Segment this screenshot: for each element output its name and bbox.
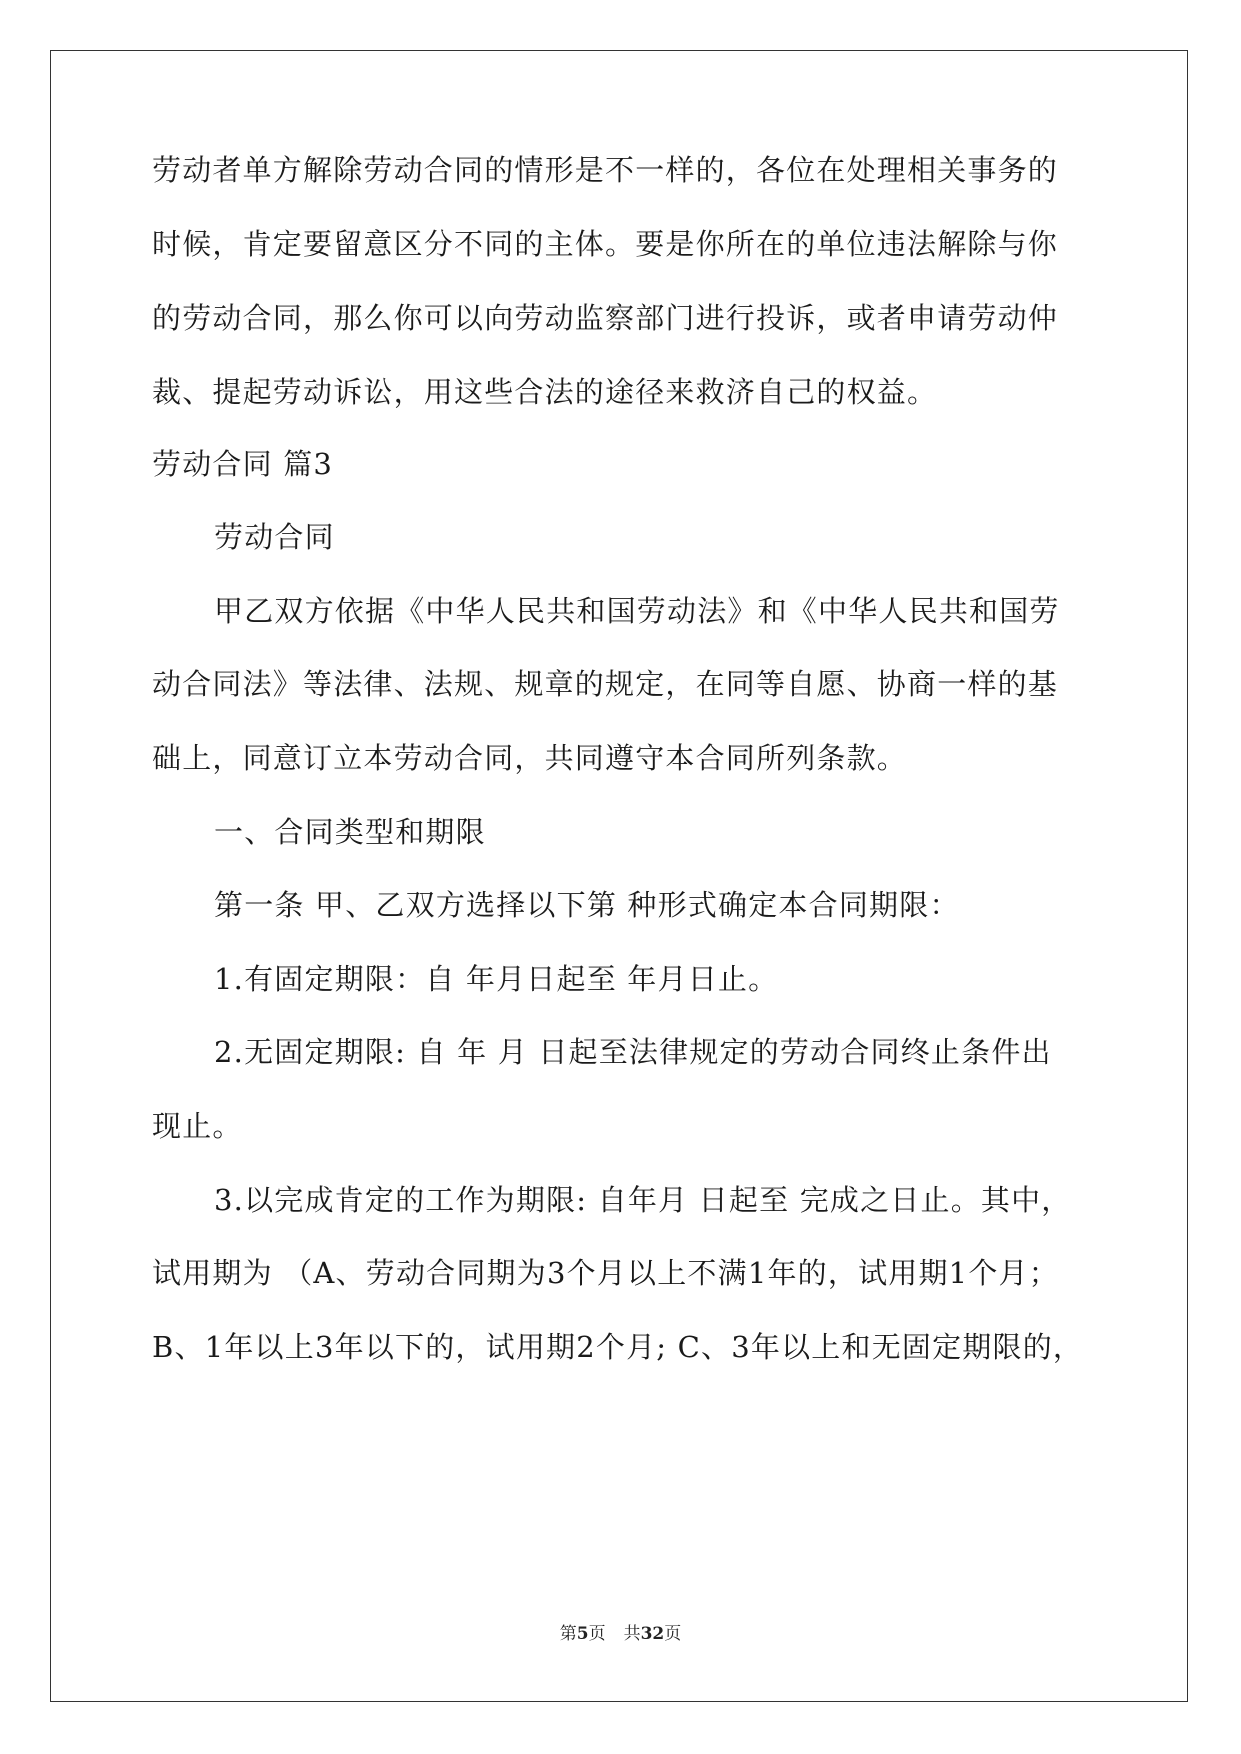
text-line: 劳动者单方解除劳动合同的情形是不一样的，各位在处理相关事务的 [152, 153, 1059, 187]
text-line: 1.有固定期限：自 年月日起至 年月日止。 [214, 962, 779, 996]
text-line: 甲乙双方依据《中华人民共和国劳动法》和《中华人民共和国劳 [214, 594, 1060, 628]
text-line: 时候，肯定要留意区分不同的主体。要是你所在的单位违法解除与你 [152, 227, 1059, 261]
page-footer [0, 1623, 1241, 1645]
text-line: B、1年以上3年以下的，试用期2个月; C、3年以上和无固定期限的， [152, 1330, 1084, 1364]
total-suffix: 页 [664, 1624, 682, 1644]
text-line: 的劳动合同，那么你可以向劳动监察部门进行投诉，或者申请劳动仲 [152, 301, 1059, 335]
contract-title: 劳动合同 [214, 520, 335, 554]
page-border [50, 50, 1188, 1702]
total-prefix: 共 [623, 1624, 641, 1644]
text-line: 裁、提起劳动诉讼，用这些合法的途径来救济自己的权益。 [152, 375, 938, 409]
page-suffix: 页 [588, 1624, 606, 1644]
text-line: 础上，同意订立本劳动合同，共同遵守本合同所列条款。 [152, 741, 908, 775]
text-line: 试用期为 （A、劳动合同期为3个月以上不满1年的，试用期1个月； [152, 1256, 1059, 1290]
text-line: 3.以完成肯定的工作为期限: 自年月 日起至 完成之日止。其中， [214, 1183, 1072, 1217]
clause-heading: 一、合同类型和期限 [214, 815, 486, 849]
text-line: 第一条 甲、乙双方选择以下第 种形式确定本合同期限： [214, 888, 960, 922]
text-line: 现止。 [152, 1109, 243, 1143]
text-line: 2.无固定期限: 自 年 月 日起至法律规定的劳动合同终止条件出 [214, 1035, 1052, 1069]
page-prefix: 第 [559, 1624, 577, 1644]
text-line: 动合同法》等法律、法规、规章的规定，在同等自愿、协商一样的基 [152, 667, 1059, 701]
section-heading: 劳动合同 篇3 [152, 447, 334, 481]
total-pages-number: 32 [640, 1624, 665, 1644]
current-page-number: 5 [576, 1624, 589, 1644]
